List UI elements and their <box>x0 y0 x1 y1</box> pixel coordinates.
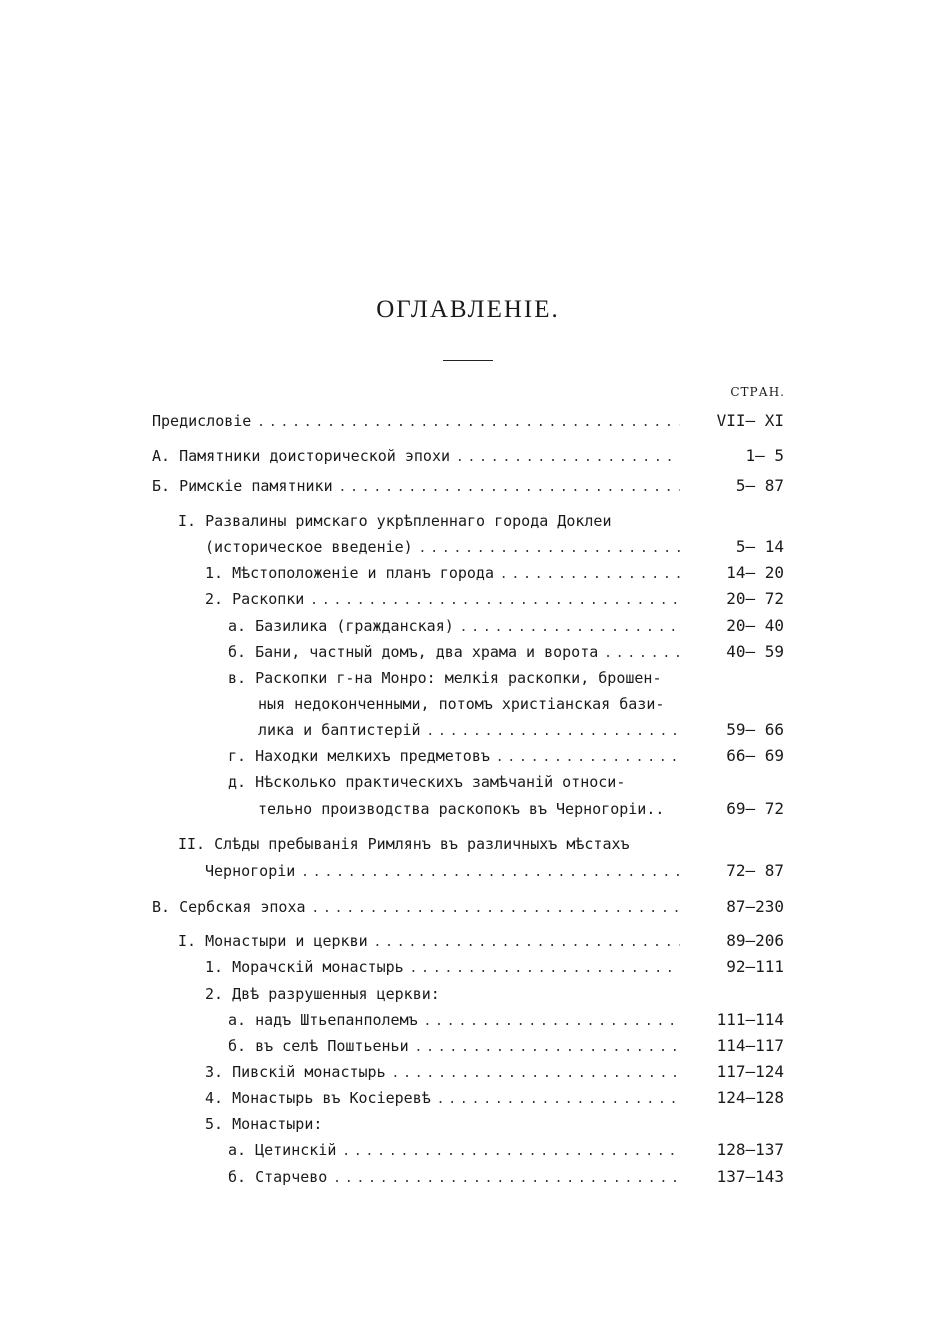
toc-entry <box>0 410 936 432</box>
toc-entry <box>0 1035 936 1057</box>
toc-entry-label: А. Памятники доисторической эпохи . . . <box>152 445 680 469</box>
toc-entry <box>0 667 936 689</box>
toc-entry <box>0 833 936 855</box>
toc-entry-pages: 5— 87 <box>735 476 784 495</box>
toc-entry-pages: 72— 87 <box>726 861 784 880</box>
toc-entry-label: 2. Двѣ разрушенныя церкви: <box>205 985 440 1003</box>
toc-entry-label: 3. Пивскiй монастырь . . . <box>205 1061 680 1085</box>
toc-entry <box>0 510 936 532</box>
toc-entry-pages: 20— 40 <box>726 616 784 635</box>
toc-entry-pages: 92—111 <box>726 957 784 976</box>
toc-entry-pages: 87—230 <box>726 897 784 916</box>
pages-column-header: СТРАН. <box>730 385 785 399</box>
toc-entry-pages: 66— 69 <box>726 746 784 765</box>
toc-entry <box>0 1139 936 1161</box>
toc-entry-label: в. Раскопки г-на Монро: мелкiя раскопки, брошен- <box>228 669 662 687</box>
toc-entry <box>0 896 936 918</box>
toc-entry-label: а. Базилика (гражданская) . . . <box>228 615 680 639</box>
toc-entry <box>0 930 936 952</box>
toc-entry-pages: 89—206 <box>726 931 784 950</box>
toc-entry <box>0 1113 936 1135</box>
page-title: ОГЛАВЛЕНIЕ. <box>376 296 560 323</box>
toc-entry <box>0 745 936 767</box>
toc-entry-pages: 59— 66 <box>726 720 784 739</box>
toc-entry-label: ныя недоконченными, потомъ христiанская бази- <box>258 695 665 713</box>
toc-entry-label: б. Старчево . . . <box>228 1166 680 1190</box>
toc-entry-pages: 69— 72 <box>726 799 784 818</box>
toc-entry <box>0 445 936 467</box>
toc-entry <box>0 475 936 497</box>
toc-entry <box>0 693 936 715</box>
toc-entry-label: тельно производства раскопокъ въ Черногорiи.. <box>258 800 665 818</box>
toc-entry-label: г. Находки мелкихъ предметовъ . . . <box>228 745 680 769</box>
toc-entry-pages: 14— 20 <box>726 563 784 582</box>
toc-entry-label: Предисловiе . . . <box>152 410 680 434</box>
toc-entry <box>0 641 936 663</box>
toc-entry-pages: 1— 5 <box>745 446 784 465</box>
toc-entry-label: б. въ селѣ Поштьеньи . . . <box>228 1035 680 1059</box>
toc-entry-label: лика и баптистерiй . . . <box>258 719 680 743</box>
toc-entry <box>0 615 936 637</box>
toc-entry <box>0 1061 936 1083</box>
toc-entry <box>0 588 936 610</box>
toc-entry-pages: 128—137 <box>716 1140 784 1159</box>
toc-entry <box>0 983 936 1005</box>
toc-entry <box>0 771 936 793</box>
toc-entry-pages: 117—124 <box>716 1062 784 1081</box>
toc-entry-pages: 5— 14 <box>735 537 784 556</box>
toc-entry-label: 1. Мѣстоположенiе и планъ города . . . <box>205 562 680 586</box>
toc-entry <box>0 562 936 584</box>
toc-entry-label: а. надъ Штьепанполемъ . . . <box>228 1009 680 1033</box>
toc-entry-pages: 40— 59 <box>726 642 784 661</box>
toc-entry-label: 2. Раскопки . . . <box>205 588 680 612</box>
toc-entry-label: 4. Монастырь въ Косiеревѣ . . . <box>205 1087 680 1111</box>
toc-entry-label: I. Развалины римскаго укрѣпленнаго города Доклеи <box>178 512 612 530</box>
toc-entry <box>0 860 936 882</box>
toc-entry-pages: 111—114 <box>716 1010 784 1029</box>
toc-entry-label: II. Слѣды пребыванiя Римлянъ въ различныхъ мѣстахъ <box>178 835 630 853</box>
toc-entry <box>0 1009 936 1031</box>
toc-entry-pages: 137—143 <box>716 1167 784 1186</box>
toc-entry-pages: 114—117 <box>716 1036 784 1055</box>
toc-entry <box>0 798 936 820</box>
toc-entry-label: 1. Морачскiй монастырь . . . <box>205 956 680 980</box>
toc-entry-label: д. Нѣсколько практическихъ замѣчанiй относи- <box>228 773 626 791</box>
toc-entry-label: 5. Монастыри: <box>205 1115 323 1133</box>
toc-entry-label: I. Монастыри и церкви . . . <box>178 930 680 954</box>
toc-entry-label: б. Бани, частный домъ, два храма и ворота . . . <box>228 641 680 665</box>
toc-entry-label: (историческое введенiе) . . . <box>205 536 680 560</box>
toc-entry-label: а. Цетинскiй . . . <box>228 1139 680 1163</box>
toc-entry-pages: 124—128 <box>716 1088 784 1107</box>
toc-entry <box>0 536 936 558</box>
toc-entry-pages: 20— 72 <box>726 589 784 608</box>
toc-entry-label: Черногорiи . . . <box>205 860 680 884</box>
toc-entry-label: Б. Римскiе памятники . . . <box>152 475 680 499</box>
toc-entry-pages: VII— XI <box>716 411 784 430</box>
toc-entry <box>0 719 936 741</box>
title-rule <box>443 360 493 361</box>
toc-entry-label: В. Сербская эпоха . . . <box>152 896 680 920</box>
toc-entry <box>0 1166 936 1188</box>
toc-entry <box>0 1087 936 1109</box>
toc-entry <box>0 956 936 978</box>
